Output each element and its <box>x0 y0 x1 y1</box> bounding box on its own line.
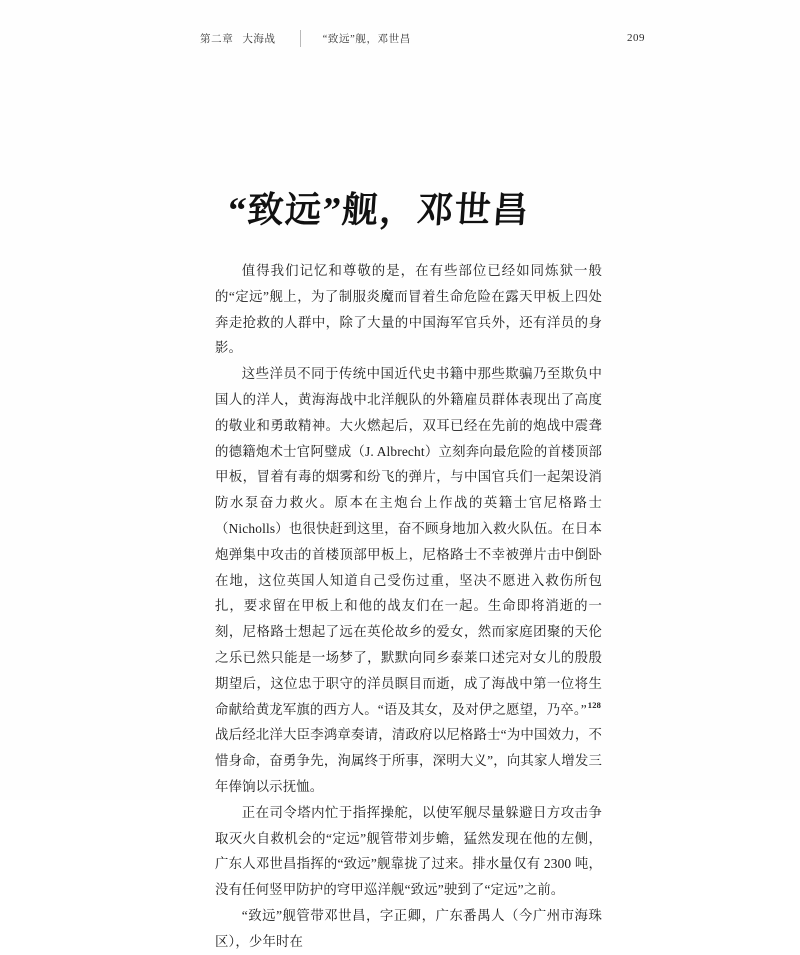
paragraph-2-part-1: 这些洋员不同于传统中国近代史书籍中那些欺骗乃至欺负中国人的洋人，黄海海战中北洋舰队的外籍雇员群体表现出了高度的敬业和勇敢精神。大火燃起后，双耳已经在先前的炮战中震聋的德籍炮术士官阿璧成（J. Albrecht）立刻奔向最危险的首楼顶部甲板，冒着有毒的烟雾和纷飞的弹片，与中国官兵们一起架设消防水泵奋力救火。原本在主炮台上作战的英籍士官尼格路士（Nicholls）也很快赶到这里，奋不顾身地加入救火队伍。在日本炮弹集中攻击的首楼顶部甲板上，尼格路士不幸被弹片击中倒卧在地，这位英国人知道自己受伤过重，坚决不愿进入救伤所包扎，要求留在甲板上和他的战友们在一起。生命即将消逝的一刻，尼格路士想起了远在英伦故乡的爱女，然而家庭团聚的天伦之乐已然只能是一场梦了，默默向同乡泰莱口述完对女儿的殷殷期望后，这位忠于职守的洋员瞑目而逝，成了海战中第一位将生命献给黄龙军旗的西方人。“语及其女，及对伊之愿望，乃卒。” <box>215 366 602 717</box>
header-chapter-name: 大海战 <box>242 33 276 45</box>
running-header <box>200 28 645 48</box>
page-title: “致远”舰，邓世昌 <box>226 190 531 231</box>
header-chapter <box>200 31 276 46</box>
paragraph-1: 值得我们记忆和尊敬的是，在有些部位已经如同炼狱一般的“定远”舰上，为了制服炎魔而冒着生命危险在露天甲板上四处奔走抢救的人群中，除了大量的中国海军官兵外，还有洋员的身影。 <box>215 263 602 356</box>
paragraph-4: “致远”舰管带邓世昌，字正卿，广东番禺人（今广州市海珠区），少年时在 <box>215 907 602 949</box>
paragraph-2 <box>215 361 602 800</box>
header-section-title: “致远”舰，邓世昌 <box>322 33 411 45</box>
footnote-marker[interactable]: 128 <box>587 700 601 711</box>
paragraph-3: 正在司令塔内忙于指挥操舵，以使军舰尽量躲避日方攻击争取灭火自救机会的“定远”舰管带刘步蟾，猛然发现在他的左侧，广东人邓世昌指挥的“致远”舰靠拢了过来。排水量仅有 2300 吨，没有任何竖甲防护的穹甲巡洋舰“致远”驶到了“定远”之前。 <box>215 804 602 898</box>
header-chapter-number: 第二章 <box>200 33 234 45</box>
body-text <box>215 258 602 955</box>
page-number: 209 <box>627 32 645 44</box>
header-divider <box>300 30 301 47</box>
paragraph-2-part-2: 战后经北洋大臣李鸿章奏请，清政府以尼格路士“为中国效力，不惜身命，奋勇争先，洵属终于所事，深明大义”，向其家人增发三年俸饷以示抚恤。 <box>215 727 602 794</box>
